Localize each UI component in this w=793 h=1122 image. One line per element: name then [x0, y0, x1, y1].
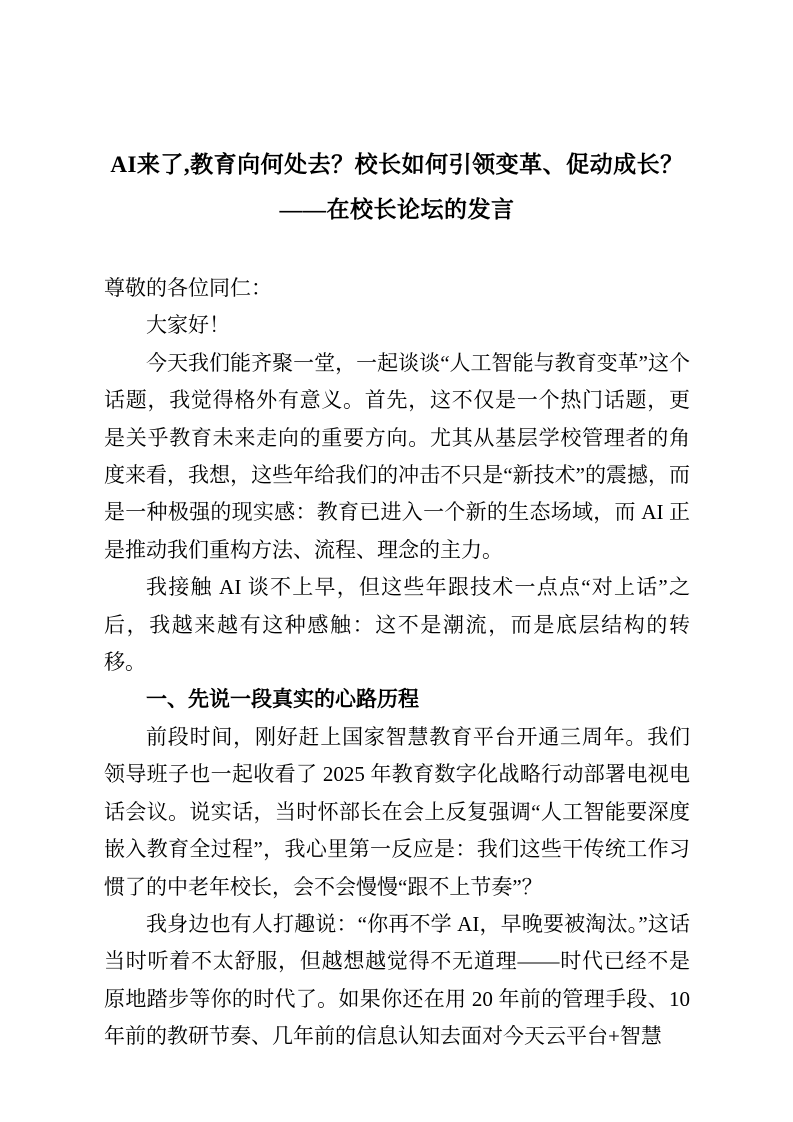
- paragraph: 大家好！: [146, 313, 230, 338]
- paragraph: 前段时间，刚好赶上国家智慧教育平台开通三周年。我们领导班子也一起收看了 2025 年教育数字化战略行动部署电视电话会议。说实话，当时怀部长在会上反复强调“人工智能要深度嵌入教育全过程”，我心里第一反应是：我们这些干传统工作习惯了的中老年校长，会不会慢慢“跟不上节奏”？: [104, 724, 690, 899]
- document-title: AI来了,教育向何处去？校长如何引领变革、促动成长？: [110, 152, 684, 177]
- document-body: [104, 270, 690, 1056]
- paragraph: 我身边也有人打趣说：“你再不学 AI，早晚要被淘汰。”这话当时听着不太舒服，但越想越觉得不无道理——时代已经不是原地踏步等你的时代了。如果你还在用 20 年前的管理手段、10 年前的教研节奏、几年前的信息认知去面对今天云平台+智慧: [104, 911, 690, 1049]
- section-heading: 一、先说一段真实的心路历程: [146, 687, 419, 712]
- document-title-block: [104, 142, 690, 232]
- document-subtitle: ——在校长论坛的发言: [279, 197, 515, 222]
- paragraph: 尊敬的各位同仁：: [104, 276, 272, 300]
- paragraph: 今天我们能齐聚一堂，一起谈谈“人工智能与教育变革”这个话题，我觉得格外有意义。首先，这不仅是一个热门话题，更是关乎教育未来走向的重要方向。尤其从基层学校管理者的角度来看，我想，这些年给我们的冲击不只是“新技术”的震撼，而是一种极强的现实感：教育已进入一个新的生态场域，而 AI 正是推动我们重构方法、流程、理念的主力。: [104, 350, 690, 562]
- paragraph: 我接触 AI 谈不上早，但这些年跟技术一点点“对上话”之后，我越来越有这种感触：这不是潮流，而是底层结构的转移。: [104, 575, 690, 675]
